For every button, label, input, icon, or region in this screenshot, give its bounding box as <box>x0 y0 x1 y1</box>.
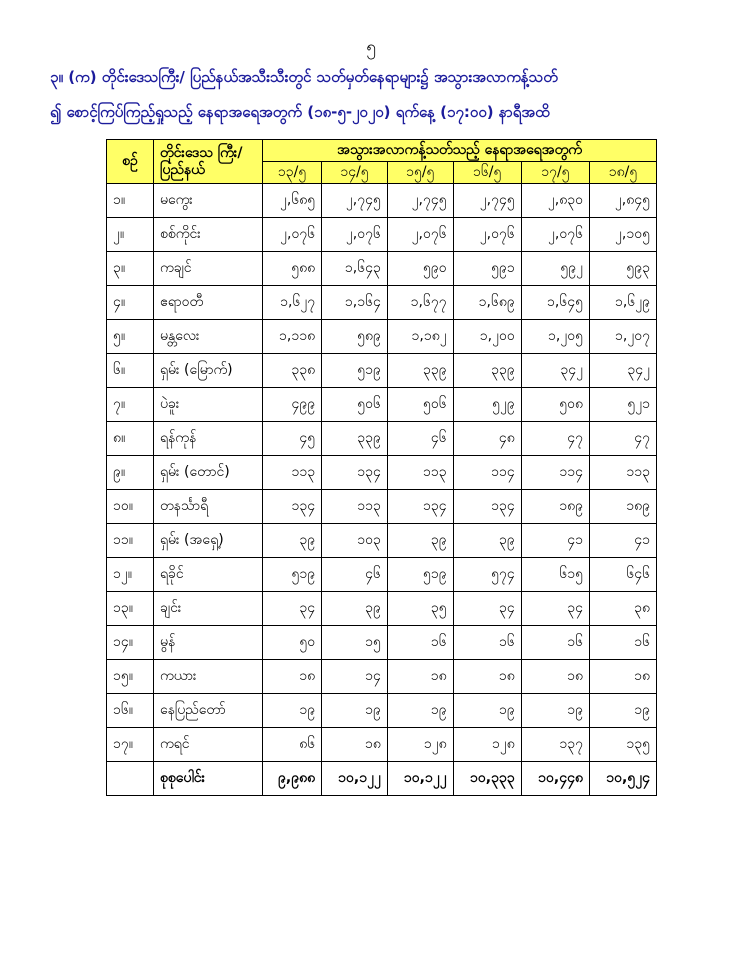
count-cell: ၁၈ <box>590 660 657 694</box>
count-cell: ၃၉ <box>263 524 322 558</box>
header-date: ၁၆/၅ <box>453 162 521 184</box>
table-row <box>107 456 657 490</box>
header-no: စဉ် <box>107 140 154 184</box>
count-cell: ၁၂၈ <box>387 728 453 762</box>
count-cell: ၃၃၉ <box>387 354 453 388</box>
table-row <box>107 286 657 320</box>
count-cell: ၃၃၉ <box>453 354 521 388</box>
row-number: ၅။ <box>107 320 154 354</box>
count-cell: ၁၆ <box>453 626 521 660</box>
page-number: ၅ <box>366 37 376 57</box>
count-cell: ၃၈ <box>590 592 657 626</box>
row-number: ၇။ <box>107 388 154 422</box>
table-row <box>107 388 657 422</box>
count-cell: ၁,၂၀၀ <box>453 320 521 354</box>
count-cell: ၅၇၄ <box>453 558 521 592</box>
region-name: ရခိုင် <box>154 558 263 592</box>
count-cell: ၂,၈၄၅ <box>590 184 657 218</box>
table-row <box>107 320 657 354</box>
table-header <box>107 140 657 184</box>
count-cell: ၄၆ <box>387 422 453 456</box>
total-cell: ၁၀,၅၂၄ <box>590 762 657 796</box>
row-number: ၁၄။ <box>107 626 154 660</box>
count-cell: ၁၁၃ <box>387 456 453 490</box>
region-name: တနင်္သာရီ <box>154 490 263 524</box>
table-row <box>107 354 657 388</box>
total-row <box>107 762 657 796</box>
row-number: ၄။ <box>107 286 154 320</box>
count-cell: ၁၃၇ <box>521 728 589 762</box>
count-cell: ၁၁၃ <box>590 456 657 490</box>
count-cell: ၂,၆၈၅ <box>263 184 322 218</box>
region-name: ရန်ကုန် <box>154 422 263 456</box>
count-cell: ၂,၀၇၆ <box>453 218 521 252</box>
count-cell: ၅၀၈ <box>521 388 589 422</box>
count-cell: ၄၅ <box>263 422 322 456</box>
count-cell: ၂,၀၇၆ <box>263 218 322 252</box>
region-name: စစ်ကိုင်း <box>154 218 263 252</box>
count-cell: ၁၆ <box>521 626 589 660</box>
row-number: ၁၅။ <box>107 660 154 694</box>
table-row <box>107 490 657 524</box>
count-cell: ၂,၀၇၆ <box>322 218 388 252</box>
title-line-1: ၃။ (က) တိုင်းဒေသကြီး/ ပြည်နယ်အသီးသီးတွင် သတ်မှတ်နေရာများ၌ အသွားအလာကန့်သတ် <box>50 68 558 86</box>
row-number: ၁၃။ <box>107 592 154 626</box>
count-cell: ၄၉၉ <box>263 388 322 422</box>
count-cell: ၂,၀၇၆ <box>387 218 453 252</box>
count-cell: ၁၃၄ <box>322 456 388 490</box>
count-cell: ၁၈ <box>387 660 453 694</box>
region-name: ရှမ်း (အရှေ့) <box>154 524 263 558</box>
count-cell: ၂,၀၇၆ <box>521 218 589 252</box>
region-name: ကရင် <box>154 728 263 762</box>
table-row <box>107 592 657 626</box>
count-cell: ၆၁၅ <box>521 558 589 592</box>
count-cell: ၁၂၈ <box>453 728 521 762</box>
count-cell: ၂,၇၄၅ <box>322 184 388 218</box>
region-name: ဧရာဝတီ <box>154 286 263 320</box>
table-row <box>107 660 657 694</box>
row-number: ၁၂။ <box>107 558 154 592</box>
table-row <box>107 524 657 558</box>
count-cell: ၃၃၈ <box>263 354 322 388</box>
count-cell: ၁၆ <box>387 626 453 660</box>
row-number: ၁၁။ <box>107 524 154 558</box>
total-cell: ၁၀,၁၂၂ <box>387 762 453 796</box>
count-cell: ၁၃၅ <box>590 728 657 762</box>
count-cell: ၂,၈၃၀ <box>521 184 589 218</box>
count-cell: ၁၈၉ <box>521 490 589 524</box>
count-cell: ၁,၁၆၄ <box>322 286 388 320</box>
count-cell: ၁၁၃ <box>322 490 388 524</box>
count-cell: ၃၄၂ <box>521 354 589 388</box>
count-cell: ၁၀၃ <box>322 524 388 558</box>
count-cell: ၁,၆၄၅ <box>521 286 589 320</box>
count-cell: ၅၉၀ <box>387 252 453 286</box>
count-cell: ၁၉ <box>263 694 322 728</box>
count-cell: ၅၈၉ <box>322 320 388 354</box>
count-cell: ၃၃၉ <box>322 422 388 456</box>
count-cell: ၂,၇၄၅ <box>387 184 453 218</box>
region-name: နေပြည်တော် <box>154 694 263 728</box>
count-cell: ၄၇ <box>521 422 589 456</box>
total-cell: ၁၀,၃၃၃ <box>453 762 521 796</box>
header-region: တိုင်းဒေသ ကြီး/ ပြည်နယ် <box>154 140 263 184</box>
region-name: ချင်း <box>154 592 263 626</box>
row-number: ၈။ <box>107 422 154 456</box>
table-row <box>107 558 657 592</box>
table-row <box>107 694 657 728</box>
count-cell: ၁,၁၈၂ <box>387 320 453 354</box>
restricted-locations-table <box>106 139 657 796</box>
count-cell: ၅၁၉ <box>387 558 453 592</box>
row-number: ၃။ <box>107 252 154 286</box>
count-cell: ၅၉၃ <box>590 252 657 286</box>
count-cell: ၅၂၁ <box>590 388 657 422</box>
header-date: ၁၇/၅ <box>521 162 589 184</box>
count-cell: ၄၈ <box>453 422 521 456</box>
count-cell: ၁၃၄ <box>387 490 453 524</box>
count-cell: ၁၉ <box>590 694 657 728</box>
count-cell: ၁,၂၀၇ <box>590 320 657 354</box>
count-cell: ၁,၁၁၈ <box>263 320 322 354</box>
region-name: ကချင် <box>154 252 263 286</box>
count-cell: ၅၉၂ <box>521 252 589 286</box>
count-cell: ၃၄ <box>521 592 589 626</box>
region-name: ရှမ်း (မြောက်) <box>154 354 263 388</box>
count-cell: ၄၇ <box>590 422 657 456</box>
count-cell: ၁၃၄ <box>263 490 322 524</box>
count-cell: ၁၅ <box>322 626 388 660</box>
count-cell: ၁၆ <box>590 626 657 660</box>
count-cell: ၁၉ <box>387 694 453 728</box>
table-row <box>107 252 657 286</box>
count-cell: ၁၁၄ <box>453 456 521 490</box>
count-cell: ၈၆ <box>263 728 322 762</box>
count-cell: ၁၈၉ <box>590 490 657 524</box>
count-cell: ၁,၆၂၇ <box>263 286 322 320</box>
row-number: ၉။ <box>107 456 154 490</box>
row-number: ၆။ <box>107 354 154 388</box>
count-cell: ၃၉ <box>322 592 388 626</box>
count-cell: ၄၁ <box>590 524 657 558</box>
table-row <box>107 626 657 660</box>
table-row <box>107 184 657 218</box>
count-cell: ၂,၁၀၅ <box>590 218 657 252</box>
count-cell: ၅၀၆ <box>322 388 388 422</box>
count-cell: ၃၉ <box>453 524 521 558</box>
count-cell: ၅၁၉ <box>263 558 322 592</box>
count-cell: ၃၄ <box>453 592 521 626</box>
count-cell: ၁,၆၂၉ <box>590 286 657 320</box>
row-number: ၁။ <box>107 184 154 218</box>
header-date: ၁၄/၅ <box>322 162 388 184</box>
count-cell: ၅၂၉ <box>453 388 521 422</box>
count-cell: ၁၉ <box>453 694 521 728</box>
header-date: ၁၈/၅ <box>590 162 657 184</box>
region-name: မန္တလေး <box>154 320 263 354</box>
count-cell: ၅၀ <box>263 626 322 660</box>
count-cell: ၁၉ <box>521 694 589 728</box>
total-cell: ၉,၉၈၈ <box>263 762 322 796</box>
count-cell: ၃၅ <box>387 592 453 626</box>
header-date: ၁၃/၅ <box>263 162 322 184</box>
region-name: မကွေး <box>154 184 263 218</box>
count-cell: ၁,၆၄၃ <box>322 252 388 286</box>
total-cell: ၁၀,၁၂၂ <box>322 762 388 796</box>
table-row <box>107 728 657 762</box>
count-cell: ၁၈ <box>453 660 521 694</box>
total-label: စုစုပေါင်း <box>154 762 263 796</box>
table-body <box>107 184 657 796</box>
count-cell: ၆၄၆ <box>590 558 657 592</box>
header-date: ၁၅/၅ <box>387 162 453 184</box>
total-blank <box>107 762 154 796</box>
count-cell: ၁၃၄ <box>453 490 521 524</box>
count-cell: ၁၄ <box>322 660 388 694</box>
count-cell: ၅၈၈ <box>263 252 322 286</box>
count-cell: ၃၉ <box>387 524 453 558</box>
count-cell: ၄၆ <box>322 558 388 592</box>
row-number: ၁၆။ <box>107 694 154 728</box>
count-cell: ၁,၆၇၇ <box>387 286 453 320</box>
count-cell: ၃၄ <box>263 592 322 626</box>
region-name: ရှမ်း (တောင်) <box>154 456 263 490</box>
region-name: မွန် <box>154 626 263 660</box>
table-row <box>107 422 657 456</box>
row-number: ၁၀။ <box>107 490 154 524</box>
table-row <box>107 218 657 252</box>
count-cell: ၁၁၄ <box>521 456 589 490</box>
row-number: ၂။ <box>107 218 154 252</box>
count-cell: ၄၁ <box>521 524 589 558</box>
count-cell: ၂,၇၄၅ <box>453 184 521 218</box>
row-number: ၁၇။ <box>107 728 154 762</box>
count-cell: ၅၉၁ <box>453 252 521 286</box>
count-cell: ၁၉ <box>322 694 388 728</box>
count-cell: ၁၈ <box>521 660 589 694</box>
count-cell: ၃၄၂ <box>590 354 657 388</box>
header-group: အသွားအလာကန့်သတ်သည့် နေရာအရေအတွက် <box>263 140 657 162</box>
count-cell: ၁၈ <box>263 660 322 694</box>
count-cell: ၅၁၉ <box>322 354 388 388</box>
count-cell: ၅၀၆ <box>387 388 453 422</box>
total-cell: ၁၀,၄၄၈ <box>521 762 589 796</box>
count-cell: ၁,၆၈၉ <box>453 286 521 320</box>
region-name: ကယား <box>154 660 263 694</box>
count-cell: ၁,၂၀၅ <box>521 320 589 354</box>
count-cell: ၁၁၃ <box>263 456 322 490</box>
title-line-2: ၍ စောင့်ကြပ်ကြည့်ရှုသည့် နေရာအရေအတွက် (၁၈-၅-၂၀၂၀) ရက်နေ့ (၁၇:၀၀) နာရီအထိ <box>50 103 550 121</box>
region-name: ပဲခူး <box>154 388 263 422</box>
count-cell: ၁၈ <box>322 728 388 762</box>
